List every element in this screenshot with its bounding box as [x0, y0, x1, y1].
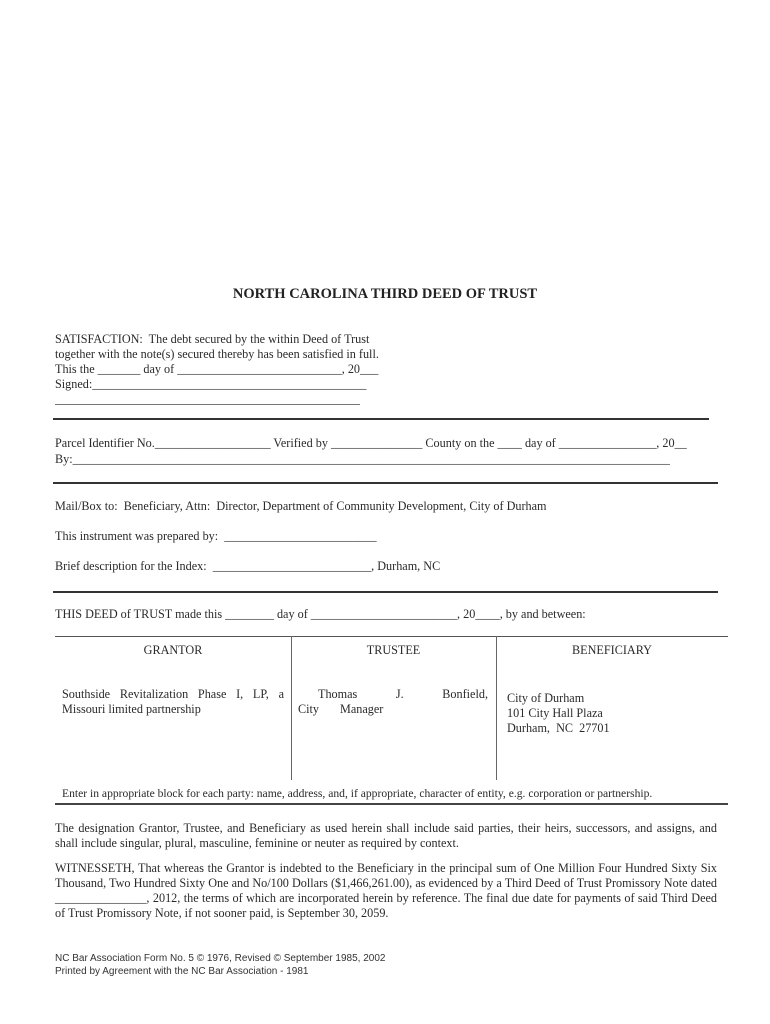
parties-instructions: Enter in appropriate block for each party: name, address, and, if appropriate, character of entity, e.g. corporation or partnership.: [62, 787, 653, 800]
designation-paragraph: The designation Grantor, Trustee, and Beneficiary as used herein shall include said parties, their heirs, successors, and assigns, and shall include singular, plural, masculine, feminine or neuter as required by context.: [55, 821, 717, 850]
parcel-line[interactable]: Parcel Identifier No.___________________ Verified by _______________ County on the ____ day of ________________, 20__: [55, 436, 687, 450]
satisfaction-signed-line[interactable]: Signed:_____________________________________________: [55, 377, 367, 391]
witnesseth-paragraph: WITNESSETH, That whereas the Grantor is indebted to the Beneficiary in the principal sum of One Million Four Hundred Sixty Six Thousand, Two Hundred Sixty One and No/100 Dollars ($1,466,261.00), as evidenced by a Third Deed of Trust Promissory Note dated _______________, 2012, the terms of which are incorporated herein by reference. The final due date for payments of said Third Deed of Trust Promissory Note, if not sooner paid, is September 30, 2059.: [55, 861, 717, 920]
footer-form-number: NC Bar Association Form No. 5 © 1976, Revised © September 1985, 2002: [55, 953, 386, 964]
document-title: NORTH CAROLINA THIRD DEED OF TRUST: [232, 286, 538, 302]
mail-box-to: Mail/Box to: Beneficiary, Attn: Director, Department of Community Development, City of Durham: [55, 499, 547, 513]
deed-made-line[interactable]: THIS DEED of TRUST made this ________ day of ________________________, 20____, by and between:: [55, 607, 586, 621]
beneficiary-city: Durham, NC 27701: [507, 721, 610, 735]
divider: [55, 803, 728, 805]
table-top-border: [55, 636, 728, 637]
divider: [53, 591, 718, 593]
beneficiary-name: City of Durham: [507, 691, 585, 705]
beneficiary-header: BENEFICIARY: [572, 643, 652, 657]
divider: [53, 418, 709, 420]
footer-printed-by: Printed by Agreement with the NC Bar Association - 1981: [55, 966, 309, 977]
divider: [53, 482, 718, 484]
trustee-header: TRUSTEE: [366, 643, 421, 657]
beneficiary-address: 101 City Hall Plaza: [507, 706, 603, 720]
grantor-value: Southside Revitalization Phase I, LP, a Missouri limited partnership: [62, 687, 284, 716]
parcel-by-line[interactable]: By:__________________________________________________________________________________________________: [55, 452, 670, 466]
grantor-header: GRANTOR: [143, 643, 203, 657]
trustee-value: Thomas J. Bonfield, City Manager: [298, 687, 488, 716]
satisfaction-line-1: SATISFACTION: The debt secured by the within Deed of Trust: [55, 332, 370, 346]
prepared-by-line[interactable]: This instrument was prepared by: _________________________: [55, 529, 377, 543]
satisfaction-date-line[interactable]: This the _______ day of ___________________________, 20___: [55, 362, 379, 376]
brief-description-line[interactable]: Brief description for the Index: __________________________, Durham, NC: [55, 559, 441, 573]
satisfaction-line-2: together with the note(s) secured thereby has been satisfied in full.: [55, 347, 379, 361]
signature-line[interactable]: [55, 404, 360, 405]
